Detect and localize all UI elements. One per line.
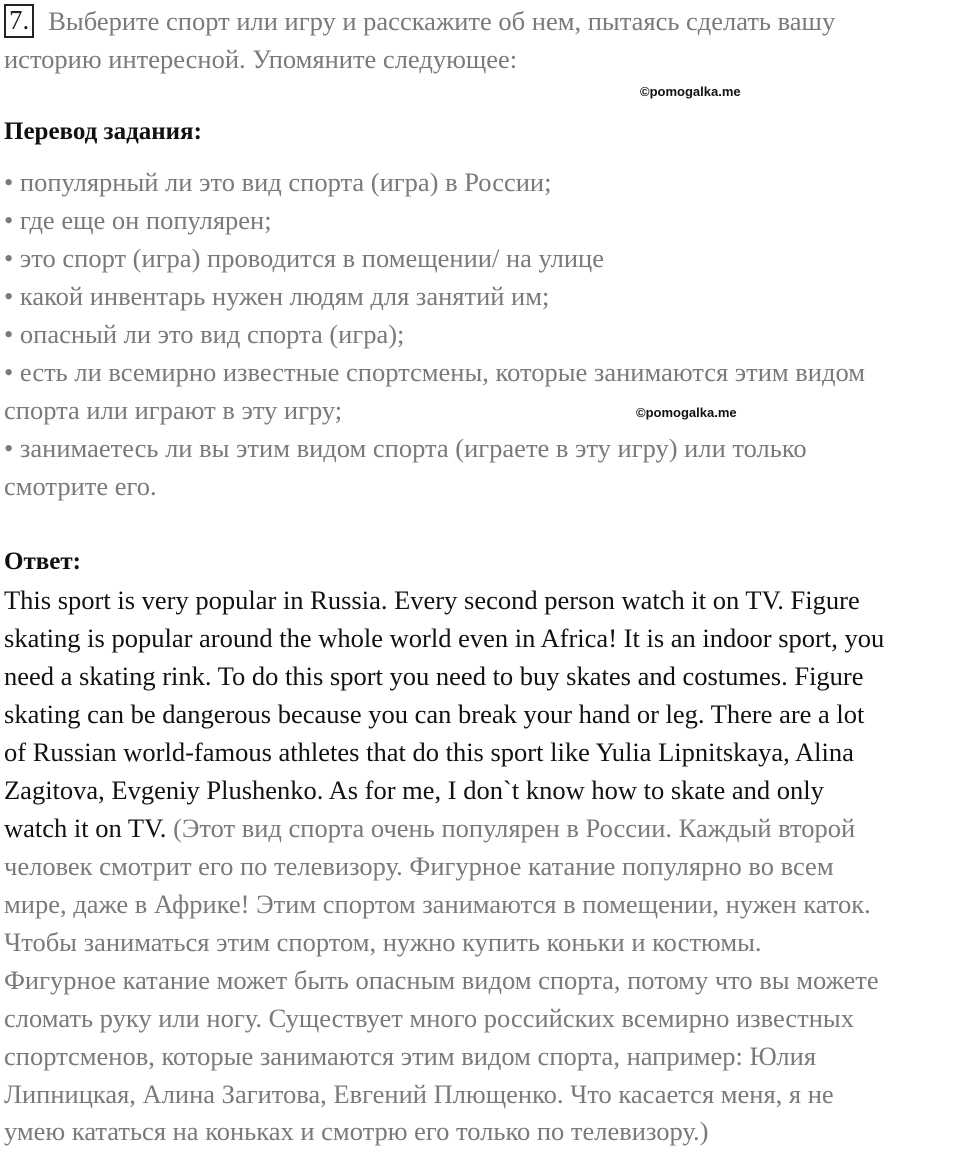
bullet-item: • опасный ли это вид спорта (игра);: [4, 319, 405, 349]
bullet-item: • какой инвентарь нужен людям для занятий им;: [4, 281, 550, 311]
answer-english-end: watch it on TV.: [4, 813, 167, 843]
answer-russian-start: (Этот вид спорта очень популярен в России. Каждый второй: [166, 813, 856, 843]
answer-line-mixed: [4, 809, 855, 847]
answer-heading: Ответ:: [4, 548, 81, 575]
answer-translation-line: Чтобы заниматься этим спортом, нужно купить коньки и костюмы.: [4, 927, 762, 957]
bullet-item: • есть ли всемирно известные спортсмены, которые занимаются этим видом: [4, 357, 865, 387]
task-number: 7.: [4, 4, 34, 38]
answer-line: of Russian world-famous athletes that do this sport like Yulia Lipnitskaya, Alina: [4, 737, 854, 767]
bullet-item: • занимаетесь ли вы этим видом спорта (играете в эту игру) или только: [4, 433, 807, 463]
answer-line: Zagitova, Evgeniy Plushenko. As for me, I don`t know how to skate and only: [4, 775, 824, 805]
answer-translation-line: Липницкая, Алина Загитова, Евгений Плющенко. Что касается меня, я не: [4, 1079, 834, 1109]
watermark-top: ©pomogalka.me: [640, 84, 741, 99]
answer-translation-line: человек смотрит его по телевизору. Фигурное катание популярно во всем: [4, 851, 834, 881]
translation-heading: Перевод задания:: [4, 118, 202, 145]
watermark-middle: ©pomogalka.me: [636, 405, 737, 420]
answer-line: skating is popular around the whole world even in Africa! It is an indoor sport, you: [4, 623, 885, 653]
answer-translation-line: спортсменов, которые занимаются этим видом спорта, например: Юлия: [4, 1041, 817, 1071]
task-line-2: историю интересной. Упомяните следующее:: [4, 44, 518, 74]
bullet-item: • популярный ли это вид спорта (игра) в России;: [4, 167, 552, 197]
task-text-1: Выберите спорт или игру и расскажите об нем, пытаясь сделать вашу: [48, 6, 836, 36]
bullet-item: • где еще он популярен;: [4, 205, 272, 235]
answer-line: need a skating rink. To do this sport you need to buy skates and costumes. Figure: [4, 661, 864, 691]
answer-line: skating can be dangerous because you can break your hand or leg. There are a lot: [4, 699, 865, 729]
bullet-item-continuation: спорта или играют в эту игру;: [4, 395, 343, 425]
answer-translation-line: мире, даже в Африке! Этим спортом занимаются в помещении, нужен каток.: [4, 889, 871, 919]
bullet-item: • это спорт (игра) проводится в помещении/ на улице: [4, 243, 604, 273]
answer-translation-line: умею кататься на коньках и смотрю его только по телевизору.): [4, 1116, 709, 1146]
answer-translation-line: Фигурное катание может быть опасным видом спорта, потому что вы можете: [4, 965, 879, 995]
answer-translation-line: сломать руку или ногу. Существует много российских всемирно известных: [4, 1003, 854, 1033]
answer-line: This sport is very popular in Russia. Every second person watch it on TV. Figure: [4, 585, 860, 615]
bullet-item-continuation: смотрите его.: [4, 471, 157, 501]
task-line-1: [4, 2, 835, 40]
